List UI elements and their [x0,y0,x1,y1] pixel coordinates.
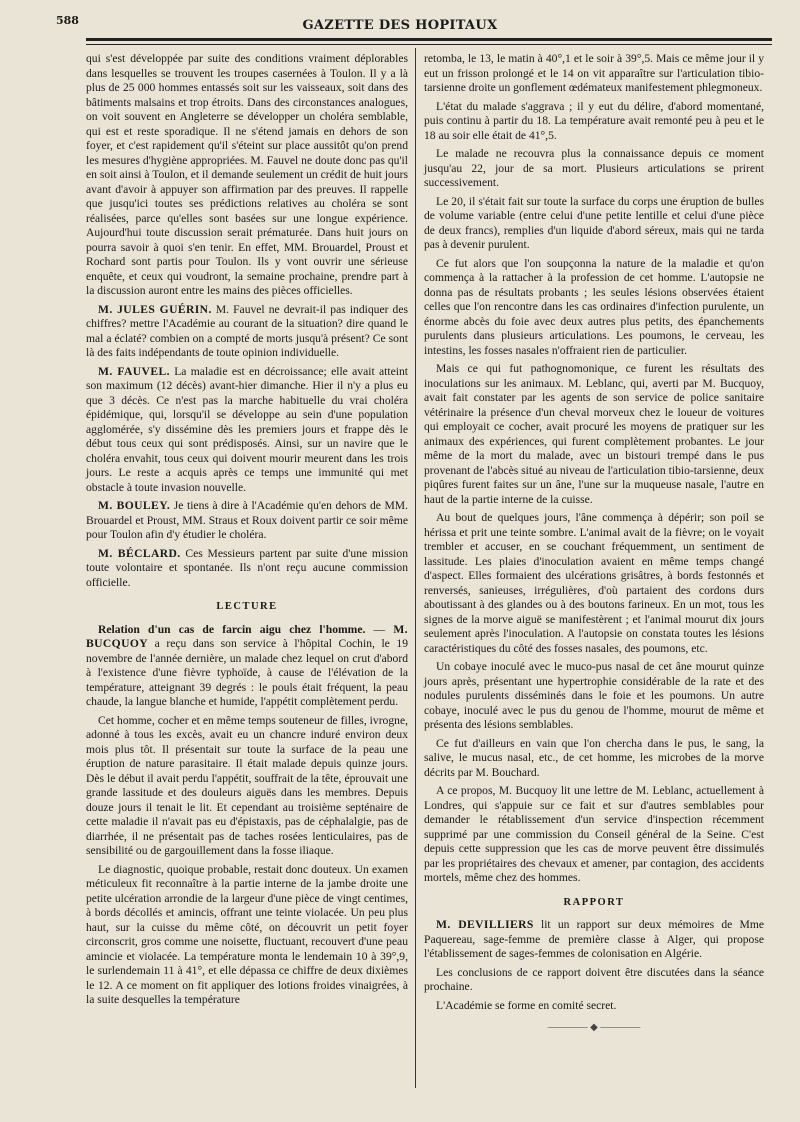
header-rule-thin [86,44,772,45]
paragraph-fauvel [86,365,408,496]
paragraph: Cet homme, cocher et en même temps souteneur de filles, ivrogne, adonné à tous les excès, avait eu un chancre induré environ deux mois plus tôt. Il présentait sur toute la surface de la peau une éruption de nature parasitaire. Il était malade depuis quinze jours. Dès le début il avait perdu l'appétit, souffrait de la tête, éprouvait une grande lassitude et des douleurs aiguës dans les membres. Depuis douze jours il tenait le lit. Et cependant au troisième septénaire de cette maladie il n'avait pas eu d'épistaxis, pas de céphalalgie, pas de diarrhée, il ne présentait pas de taches rosées lenticulaires, pas de sensibilité ou de gargouillement dans la fosse iliaque. [86,713,408,857]
paragraph: Un cobaye inoculé avec le muco-pus nasal de cet âne mourut quinze jours après, présentant une hypertrophie considérable de la rate et des nodules purulents disséminés dans le foie et les poumons. Un autre cobaye, inoculé avec le pus du genou de l'homme, mourut de même et présenta des lésions semblables. [424,660,764,731]
speaker-name: M. BUCQUOY [86,622,408,650]
left-column [86,52,408,1012]
paragraph: Les conclusions de ce rapport doivent être discutées dans la séance prochaine. [424,965,764,993]
right-column [424,52,764,1036]
paragraph: A ce propos, M. Bucquoy lit une lettre de M. Leblanc, actuellement à Londres, qui s'appuie sur ce fait et sur d'autres semblables pour demander le rétablissement d'un service d'inspection récemment supprimé par une commission du Conseil général de la Seine. C'est depuis cette suppression que les cas de morve peuvent être dissimulés par les propriétaires des chevaux et amener, par contagion, des accidents mortels, même chez des hommes. [424,784,764,884]
page-number: 588 [56,14,79,27]
paragraph: Au bout de quelques jours, l'âne commença à dépérir; son poil se hérissa et prit une teinte sombre. L'animal avait de la fièvre; on le voyait trembler et accuser, en se couchant fréquemment, un sentiment de lassitude. Les plaies d'inoculation avaient en même temps changé d'aspect. Elles formaient des ulcérations grisâtres, à bords festonnés et renversés, sanieuses, irrégulières, d'où partaient des cordons durs aboutissant à des glandes ou à des boutons farineux. En un mot, tous les signes de la morve aiguë se manifestèrent ; et l'animal mourut dix jours seulement après l'inoculation. A l'autopsie on constata toutes les lésions caractéristiques du côté des fosses nasales, des poumons, etc. [424,511,764,655]
paragraph: Mais ce qui fut pathognomonique, ce furent les résultats des inoculations sur les animaux. M. Leblanc, qui, averti par M. Bucquoy, avait fait constater par les agents de son service de police sanitaire vétérinaire la présence d'un cheval morveux chez le loueur de voitures qui employait ce cocher, avait procuré les moyens de pratiquer sur les animaux des expériences, qui furent complètement probantes. Le jour même de la mort du malade, avec un bistouri trempé dans le pus provenant de l'abcès situé au niveau de l'articulation tibio-tarsienne, deux piqûres furent faites sur un âne, l'une sur la muqueuse nasale, l'autre en haut de la partie interne de la cuisse. [424,362,764,506]
paragraph: L'Académie se forme en comité secret. [436,998,617,1012]
title-dash: — [365,622,394,636]
speech-text: lit un rapport sur deux mémoires de Mme Paquereau, sage-femme de première classe à Alger, qui propose l'établissement de sages-femmes de colonisation en Algérie. [424,918,765,960]
paragraph: Ce fut alors que l'on soupçonna la nature de la maladie et qu'on commença à la rattacher à la profession de cet homme. L'autopsie ne donna pas de résultats probants ; les seules lésions observées étaient celles que l'on rencontre dans les cas ordinaires d'infection purulente, un énorme abcès du foie avec deux autres plus petits, des épanchements purulents dans plusieurs articulations. Les poumons, le cerveau, les intestins, les fosses nasales n'offraient rien de particulier. [424,256,764,357]
speaker-name: M. JULES GUÉRIN. [98,302,212,316]
end-ornament: ———— ◆ ———— [547,1022,641,1033]
section-heading-lecture: LECTURE [216,601,278,612]
speech-text: M. Fauvel ne devrait-il pas indiquer des chiffres? mettre l'Académie au courant de la situation? dire quand le mal a éclaté? combien on a compté de morts jusqu'à présent? Ce sont là des faits indépendants de toute opinion individuelle. [86,302,408,359]
speech-text: Ces Messieurs partent par suite d'une mission toute volontaire et spontanée. Ils n'ont reçu aucune commission officielle. [86,546,408,589]
paragraph-beclard [86,547,408,591]
article-title: Relation d'un cas de farcin aigu chez l'homme. [98,622,366,636]
paragraph: qui s'est développée par suite des conditions vraiment déplorables dans lesquelles se trouvent les troupes casernées à Toulon. Il y a là plus de 25 000 hommes entassés soit sur les vaisseaux, soit dans des bâtiments malsains et trop étroits. Dans des circonstances analogues, on voit souvent en Angleterre se développer un choléra semblable, qui est et reste sporadique. Il ne s'étend jamais en dehors de son foyer, et c'est rapidement qu'il s'éteint sur place aussitôt qu'on prend les mesures d'hygiène appropriées. M. Fauvel ne doute donc pas qu'il en soit ainsi à Toulon, et il demande seulement un crédit de huit jours avant d'avoir à appuyer son affirmation par des preuves. Il rappelle que jusqu'ici toutes ses prédictions relatives au choléra se sont réalisées, parce qu'elles sont basées sur une longue expérience. Aujourd'hui toute discussion serait prématurée. Dans huit jours on pourra savoir à quoi s'en tenir. En effet, MM. Brouardel, Proust et Rochard sont partis pour Toulon. Ils y vont ouvrir une sérieuse enquête, et ceux qui voudront, la semaine prochaine, prendre part à la discussion auront entre les mains des pièces officielles. [86,52,408,297]
paragraph: L'état du malade s'aggrava ; il y eut du délire, d'abord momentané, puis continu à partir du 18. La température avait remonté peu à peu et le 18 au soir elle était de 41°,5. [424,99,764,142]
speaker-name: M. FAUVEL. [98,364,170,378]
paragraph-relation [86,623,408,710]
paragraph-guerin [86,303,408,361]
paragraph: Le malade ne recouvra plus la connaissance depuis ce moment jusqu'au 22, jour de sa mort. Plusieurs articulations se prirent successivement. [424,147,764,189]
header-rule-thick [86,38,772,41]
running-head: GAZETTE DES HOPITAUX [302,18,498,33]
speaker-name: M. BÉCLARD. [98,546,181,560]
paragraph: retomba, le 13, le matin à 40°,1 et le soir à 39°,5. Mais ce même jour il y eut un frisson prolongé et le 14 on vit apparaître sur l'articulation tibio-tarsienne droite un gonflement œdémateux manifestement phlegmoneux. [424,52,764,94]
paragraph-bouley [86,499,408,543]
speaker-name: M. BOULEY. [98,499,171,512]
speaker-name: M. DEVILLIERS [436,918,534,931]
speech-text: La maladie est en décroissance; elle avait atteint son maximum (12 décès) avant-hier dimanche. Hier il n'y a plus eu que 3 décès. Ce n'est pas la marche habituelle du vrai choléra épidémique, qui, lorsqu'il se développe au sein d'une population agglomérée, s'y dissémine dès les premiers jours et frappe dès le début tous ceux qui sont prédisposés. Ainsi, sur un navire que le choléra envahit, tous ceux qui doivent mourir meurent dans les trois jours. Le reste a acquis après ce temps une immunité qui met obstacle à toute invasion nouvelle. [86,364,408,494]
paragraph: Le diagnostic, quoique probable, restait donc douteux. Un examen méticuleux fit reconnaître à la partie interne de la jambe droite une petite ulcération arrondie de la largeur d'une pièce de vingt centimes, à bords décollés et amincis, offrant une teinte violacée. Un peu plus haut, sur la cuisse du même côté, on découvrit un petit foyer circonscrit, gros comme une noisette, fluctuant, recouvert d'une peau amincie et violacée. La température monta le lendemain 10 à 39°,9, le surlendemain 11 à 41°, et elle dépassa ce chiffre de deux dixièmes le 12. A ce moment on fit appliquer des lotions froides vinaigrées, à la suite desquelles la température [86,862,408,1006]
paragraph-devilliers [424,918,764,962]
paragraph: Le 20, il s'était fait sur toute la surface du corps une éruption de bulles de volume variable (entre celui d'une petite lentille et celui d'une pièce de deux francs), remplies d'un liquide d'abord séreux, mais qui ne tarda pas à devenir purulent. [424,194,764,251]
speech-text: Je tiens à dire à l'Académie qu'en dehors de MM. Brouardel et Proust, MM. Straus et Roux doivent partir ce soir même pour Toulon afin d'y étudier le choléra. [86,499,408,541]
paragraph: Ce fut d'ailleurs en vain que l'on chercha dans le pus, le sang, la salive, le mucus nasal, etc., de cet homme, les microbes de la morve décrits par M. Bouchard. [424,736,764,779]
column-divider [415,48,416,1088]
section-heading-rapport: RAPPORT [563,896,625,908]
speech-text: a reçu dans son service à l'hôpital Cochin, le 19 novembre de l'année dernière, un malade chez lequel on crut d'abord à l'existence d'une fièvre typhoïde, à cause de l'élévation de la température, atteignant 39 degrés : le pouls était fréquent, la peau chaude, la langue blanche et humide, l'appétit complètement perdu. [86,637,408,708]
